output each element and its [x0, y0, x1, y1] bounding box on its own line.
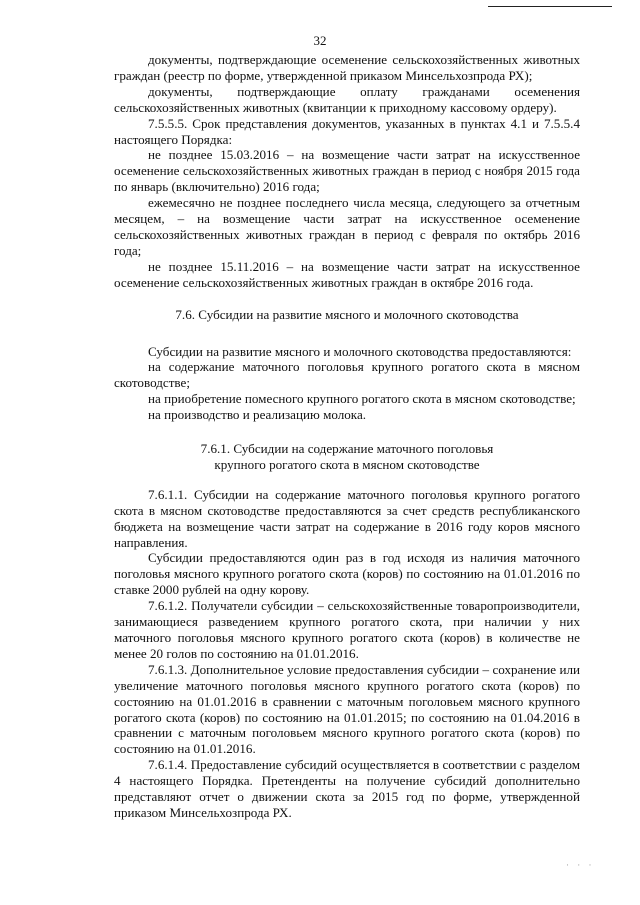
scan-artifact: · · · — [566, 860, 595, 870]
paragraph: 7.6.1.4. Предоставление субсидий осуществляется в соответствии с разделом 4 настоящего Порядка. Претенденты на получение субсидий дополнительно представляют отчет о движении скота за 2015 год по форме, утвержденной приказом Минсельхозпрода РХ. — [114, 757, 580, 820]
paragraph: 7.6.1.3. Дополнительное условие предоставления субсидии – сохранение или увеличение маточного поголовья мясного крупного рогатого скота (коров) по состоянию на 01.01.2016 в сравнении с маточным поголовьем мясного крупного рогатого скота (коров) по состоянию на 01.01.2015; по состоянию на 01.04.2016 в сравнении с маточным поголовьем мясного крупного рогатого скота (коров) по состоянию на 01.01.2016. — [114, 661, 580, 757]
subsection-heading-line-2: крупного рогатого скота в мясном скотоводстве — [214, 456, 480, 472]
paragraph: на содержание маточного поголовья крупного рогатого скота в мясном скотоводстве; — [114, 359, 580, 391]
paragraph: 7.5.5.5. Срок представления документов, указанных в пунктах 4.1 и 7.5.5.4 настоящего Порядка: — [114, 115, 580, 147]
page-number: 32 — [313, 33, 327, 48]
document-body — [114, 52, 580, 821]
paragraph: не позднее 15.11.2016 – на возмещение части затрат на искусственное осеменение сельскохозяйственных животных граждан в октябре 2016 года. — [114, 258, 580, 290]
paragraph: на производство и реализацию молока. — [148, 407, 367, 423]
paragraph: не позднее 15.03.2016 – на возмещение части затрат на искусственное осеменение сельскохозяйственных животных граждан в период с ноября 2015 года по январь (включительно) 2016 года; — [114, 147, 580, 195]
section-heading: 7.6. Субсидии на развитие мясного и молочного скотоводства — [175, 306, 519, 322]
paragraph: 7.6.1.2. Получатели субсидии – сельскохозяйственные товаропроизводители, занимающиеся разведением крупного рогатого скота, при наличии у них маточного поголовья мясного крупного рогатого скота (коров) в количестве не менее 20 голов по состоянию на 01.01.2016. — [114, 598, 580, 661]
top-rule — [488, 6, 612, 7]
subsection-heading-line-1: 7.6.1. Субсидии на содержание маточного поголовья — [200, 441, 494, 457]
paragraph: 7.6.1.1. Субсидии на содержание маточного поголовья крупного рогатого скота в мясном скотоводстве предоставляются за счет средств республиканского бюджета на возмещение части затрат на содержание в 2016 году коров мясного направления. — [114, 486, 580, 550]
paragraph: на приобретение помесного крупного рогатого скота в мясном скотоводстве; — [148, 391, 576, 407]
paragraph: ежемесячно не позднее последнего числа месяца, следующего за отчетным месяцем, – на возмещение части затрат на искусственное осеменение сельскохозяйственных животных граждан в период с февраля по октябрь 2016 года; — [114, 195, 580, 258]
paragraph: Субсидии предоставляются один раз в год исходя из наличия маточного поголовья мясного крупного рогатого скота (коров) по состоянию на 01.01.2016 по ставке 2000 рублей на одну корову. — [114, 550, 580, 598]
paragraph: документы, подтверждающие оплату гражданами осеменения сельскохозяйственных животных (квитанции к приходному кассовому ордеру). — [114, 83, 580, 115]
paragraph: документы, подтверждающие осеменение сельскохозяйственных животных граждан (реестр по форме, утвержденной приказом Минсельхозпрода РХ); — [114, 52, 580, 83]
paragraph: Субсидии на развитие мясного и молочного скотоводства предоставляются: — [148, 343, 572, 359]
